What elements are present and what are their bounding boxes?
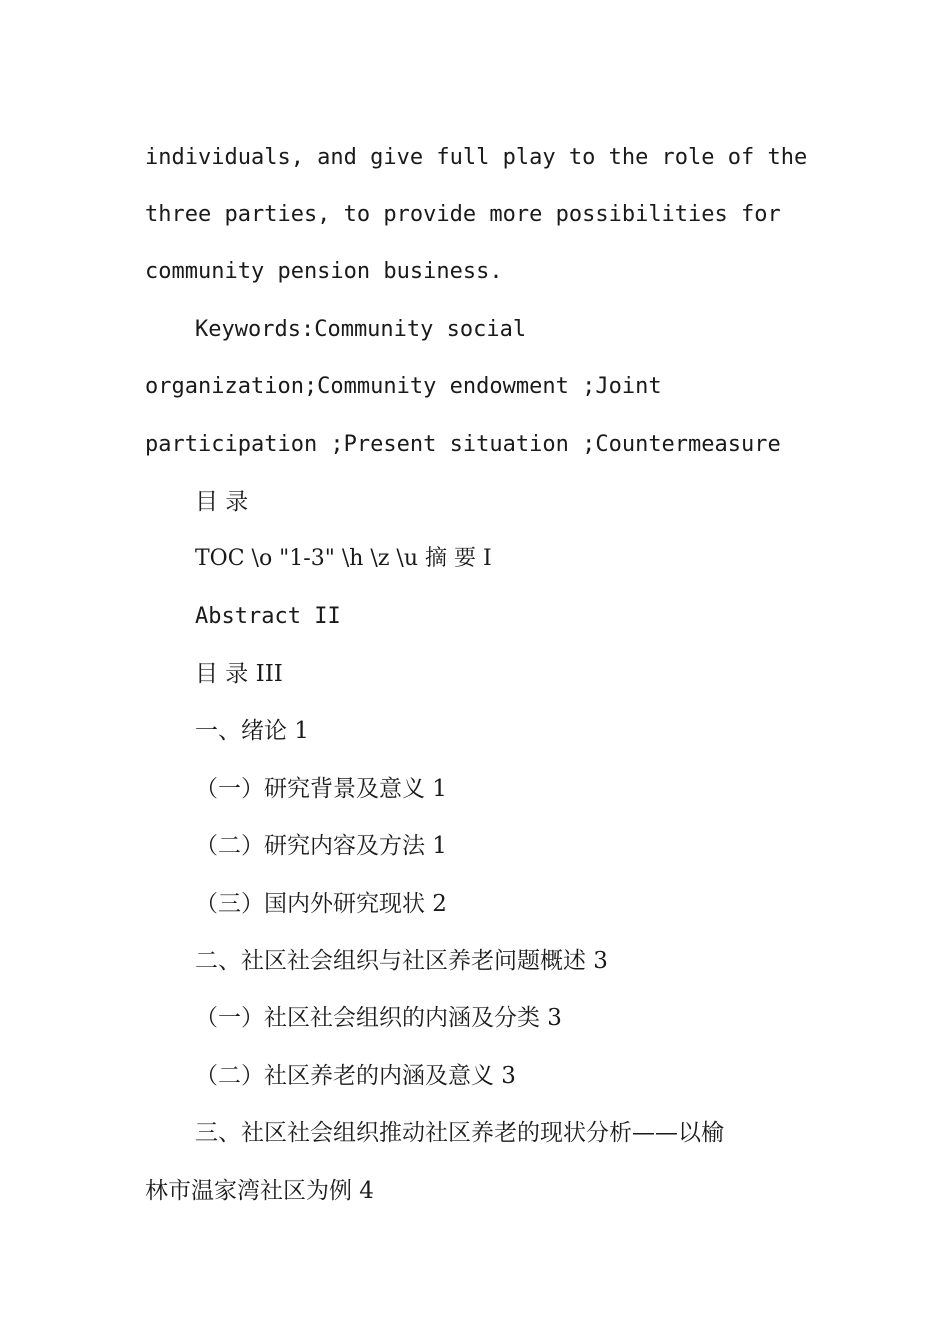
toc-entry: 三、社区社会组织推动社区养老的现状分析——以榆 [195, 1120, 724, 1146]
toc-entry: （二）研究内容及方法 1 [195, 833, 447, 859]
abstract-text-line: community pension business. [145, 259, 503, 284]
toc-entry: 目 录 III [195, 661, 283, 687]
toc-entry: Abstract II [195, 604, 341, 629]
toc-heading: 目 录 [195, 489, 249, 515]
toc-entry: （一）研究背景及意义 1 [195, 776, 447, 802]
keywords-line: organization;Community endowment ;Joint [145, 374, 662, 399]
toc-entry: TOC \o "1-3" \h \z \u 摘 要 I [195, 546, 492, 571]
toc-entry: 一、绪论 1 [195, 718, 309, 744]
abstract-text-line: individuals, and give full play to the role of the [145, 145, 808, 170]
toc-entry: （一）社区社会组织的内涵及分类 3 [195, 1005, 562, 1031]
keywords-line: Keywords:Community social [195, 317, 527, 342]
toc-entry: 林市温家湾社区为例 4 [145, 1178, 374, 1204]
toc-entry: 二、社区社会组织与社区养老问题概述 3 [195, 948, 608, 974]
toc-entry: （二）社区养老的内涵及意义 3 [195, 1063, 516, 1089]
toc-entry: （三）国内外研究现状 2 [195, 891, 447, 917]
abstract-text-line: three parties, to provide more possibilities for [145, 202, 781, 227]
keywords-line: participation ;Present situation ;Countermeasure [145, 432, 781, 457]
